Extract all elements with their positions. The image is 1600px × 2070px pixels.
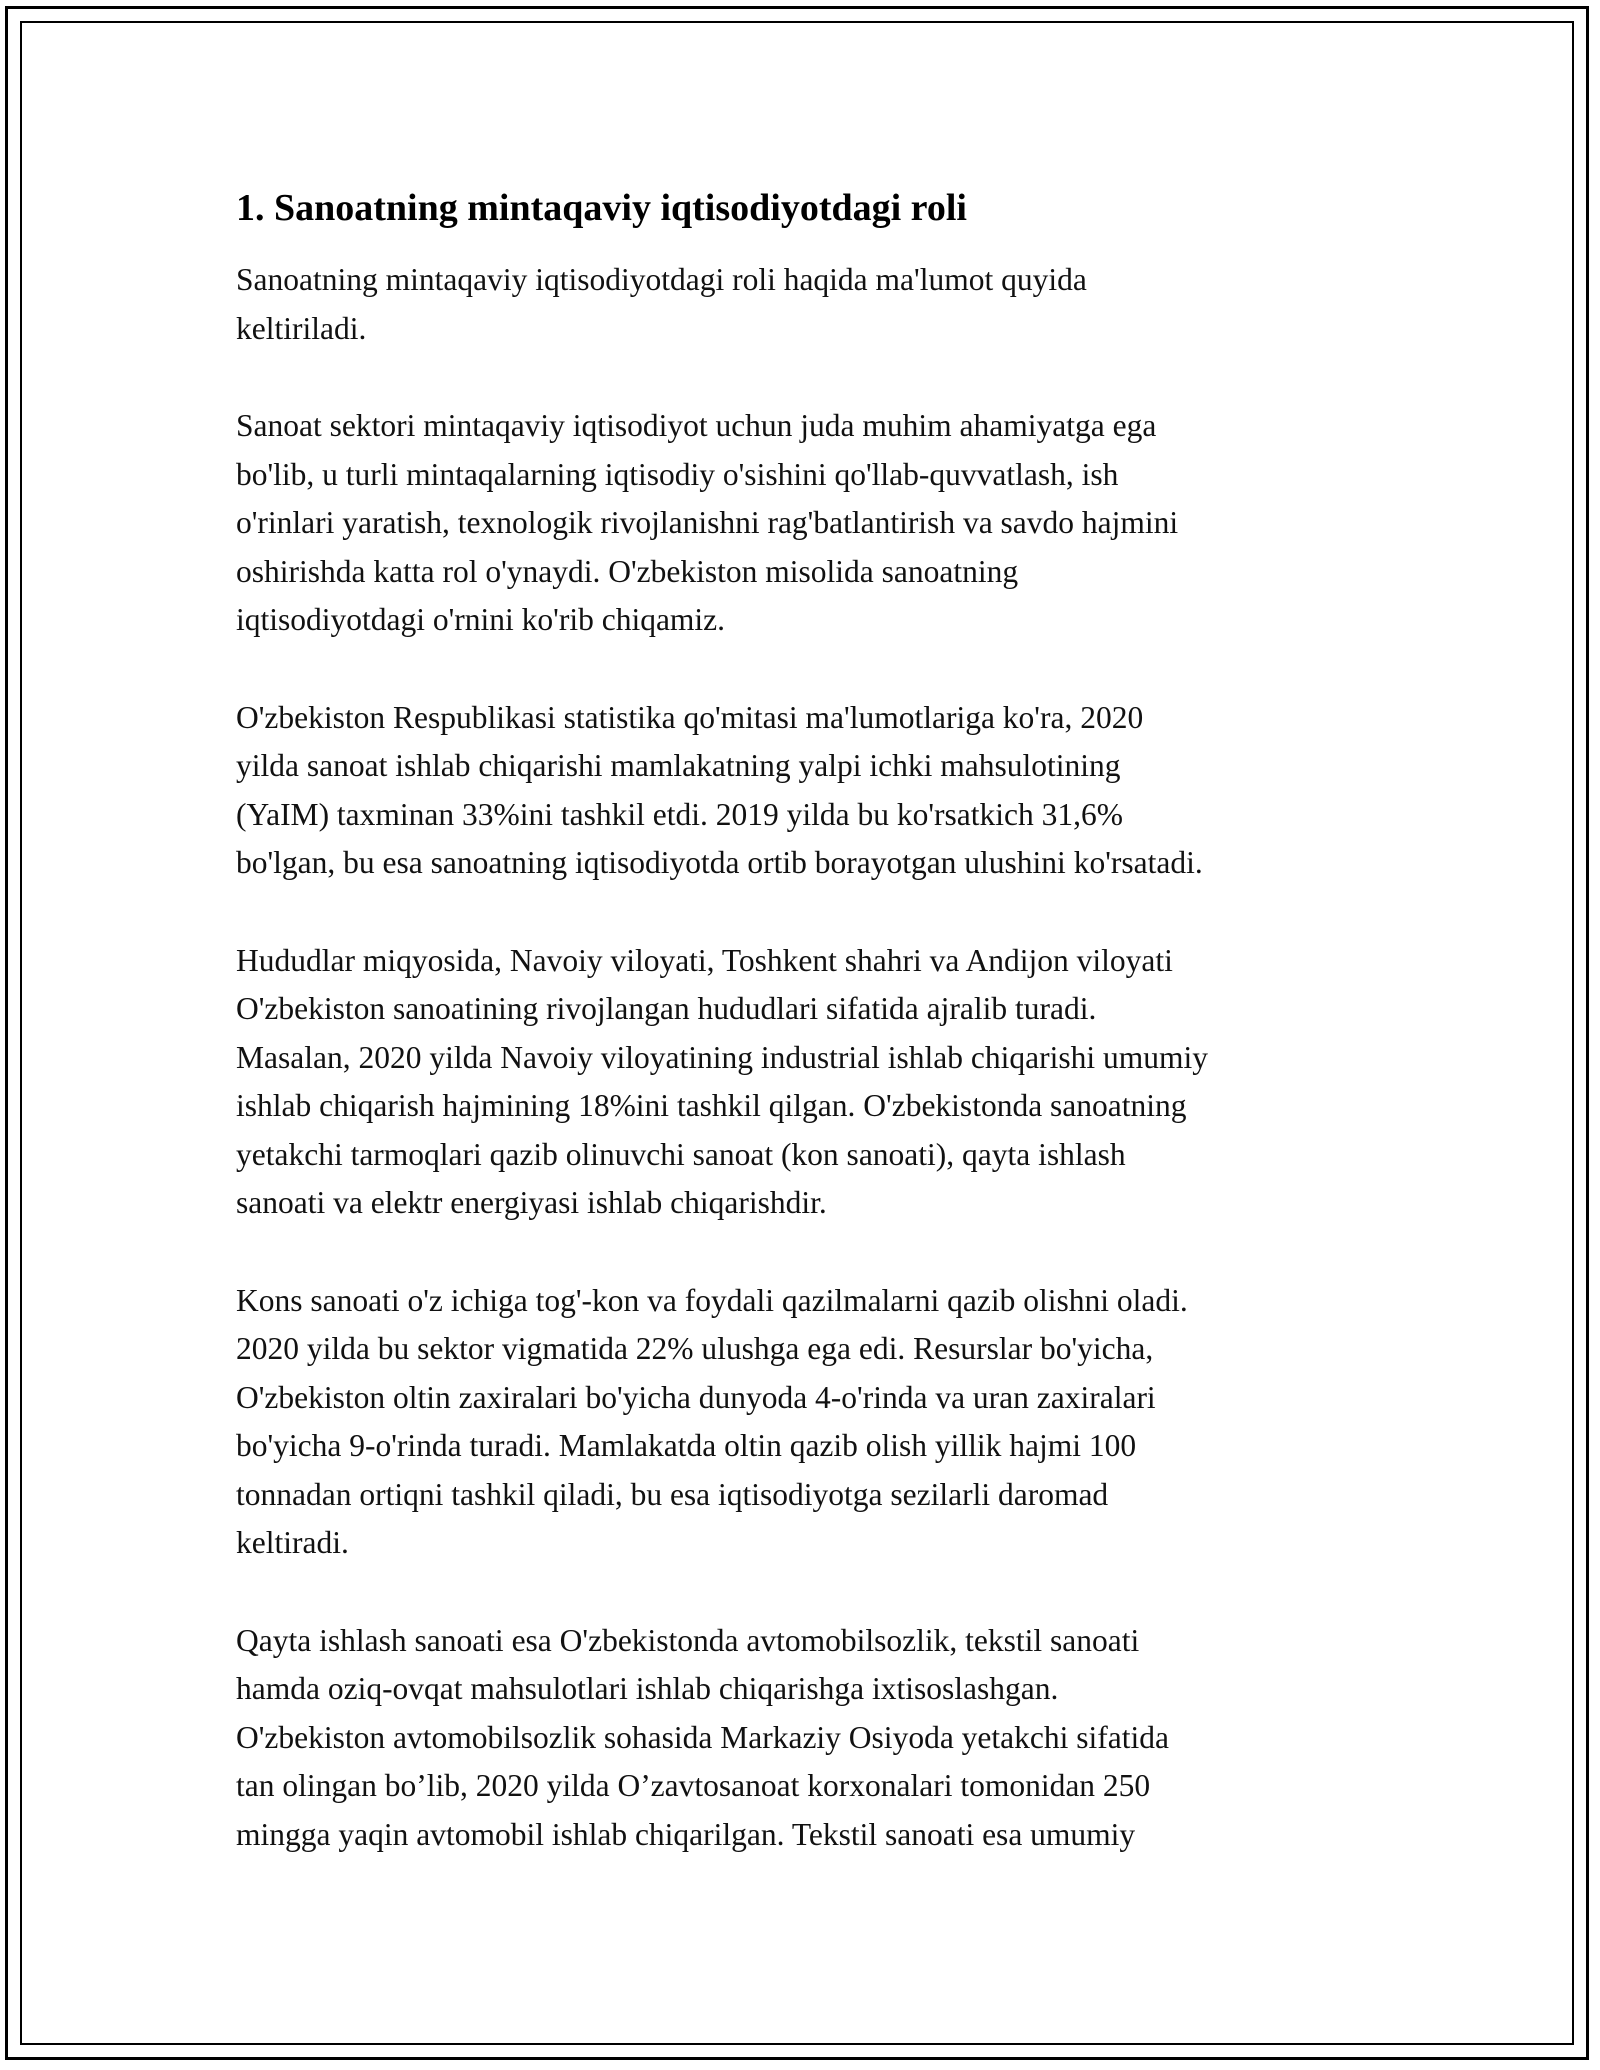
paragraph-line: tan olingan bo’lib, 2020 yilda O’zavtosanoat korxonalari tomonidan 250	[236, 1768, 1151, 1803]
paragraph-line: Qayta ishlash sanoati esa O'zbekistonda avtomobilsozlik, tekstil sanoati	[236, 1622, 1140, 1658]
paragraph-line: tonnadan ortiqni tashkil qiladi, bu esa iqtisodiyotga sezilarli daromad	[236, 1476, 1109, 1512]
paragraph-line: yilda sanoat ishlab chiqarishi mamlakatning yalpi ichki mahsulotining	[236, 748, 1121, 783]
paragraph-line: oshirishda katta rol o'ynaydi. O'zbekiston misolida sanoatning	[236, 553, 1019, 589]
paragraph	[236, 694, 1386, 888]
paragraph-line: mingga yaqin avtomobil ishlab chiqarilgan. Tekstil sanoati esa umumiy	[236, 1816, 1136, 1852]
document-body	[236, 184, 1386, 1908]
paragraph	[236, 937, 1386, 1228]
paragraph-line: sanoati va elektr energiyasi ishlab chiqarishdir.	[236, 1185, 827, 1220]
paragraph-line: (YaIM) taxminan 33%ini tashkil etdi. 2019 yilda bu ko'rsatkich 31,6%	[236, 796, 1123, 832]
paragraph-list	[236, 256, 1386, 1859]
paragraph-line: O'zbekiston sanoatining rivojlangan hududlari sifatida ajralib turadi.	[236, 991, 1097, 1026]
paragraph	[236, 256, 1386, 353]
paragraph	[236, 1277, 1386, 1568]
paragraph-line: yetakchi tarmoqlari qazib olinuvchi sanoat (kon sanoati), qayta ishlash	[236, 1136, 1126, 1172]
paragraph-line: Kons sanoati o'z ichiga tog'-kon va foydali qazilmalarni qazib olishni oladi.	[236, 1282, 1188, 1318]
paragraph-line: 2020 yilda bu sektor vigmatida 22% ulushga ega edi. Resurslar bo'yicha,	[236, 1331, 1154, 1366]
paragraph-line: Masalan, 2020 yilda Navoiy viloyatining industrial ishlab chiqarishi umumiy	[236, 1039, 1208, 1075]
paragraph-line: Sanoat sektori mintaqaviy iqtisodiyot uchun juda muhim ahamiyatga ega	[236, 408, 1157, 443]
paragraph-line: iqtisodiyotdagi o'rnini ko'rib chiqamiz.	[236, 602, 726, 637]
document-title: 1. Sanoatning mintaqaviy iqtisodiyotdagi roli	[236, 187, 967, 229]
paragraph-line: bo'lib, u turli mintaqalarning iqtisodiy o'sishini qo'llab-quvvatlash, ish	[236, 456, 1119, 492]
paragraph-line: O'zbekiston avtomobilsozlik sohasida Markaziy Osiyoda yetakchi sifatida	[236, 1719, 1169, 1755]
paragraph-line: ishlab chiqarish hajmining 18%ini tashkil qilgan. O'zbekistonda sanoatning	[236, 1088, 1187, 1123]
paragraph-line: Hududlar miqyosida, Navoiy viloyati, Toshkent shahri va Andijon viloyati	[236, 942, 1173, 978]
paragraph-line: keltiradi.	[236, 1525, 349, 1560]
paragraph-line: O'zbekiston Respublikasi statistika qo'mitasi ma'lumotlariga ko'ra, 2020	[236, 699, 1144, 735]
paragraph	[236, 1617, 1386, 1860]
paragraph-line: o'rinlari yaratish, texnologik rivojlanishni rag'batlantirish va savdo hajmini	[236, 505, 1179, 540]
paragraph-line: O'zbekiston oltin zaxiralari bo'yicha dunyoda 4-o'rinda va uran zaxiralari	[236, 1379, 1156, 1415]
paragraph-line: hamda oziq-ovqat mahsulotlari ishlab chiqarishga ixtisoslashgan.	[236, 1671, 1059, 1706]
paragraph-line: bo'lgan, bu esa sanoatning iqtisodiyotda ortib borayotgan ulushini ko'rsatadi.	[236, 845, 1203, 880]
paragraph-line: keltiriladi.	[236, 310, 367, 346]
paragraph-line: bo'yicha 9-o'rinda turadi. Mamlakatda oltin qazib olish yillik hajmi 100	[236, 1428, 1137, 1463]
paragraph	[236, 402, 1386, 645]
paragraph-line: Sanoatning mintaqaviy iqtisodiyotdagi roli haqida ma'lumot quyida	[236, 262, 1087, 297]
